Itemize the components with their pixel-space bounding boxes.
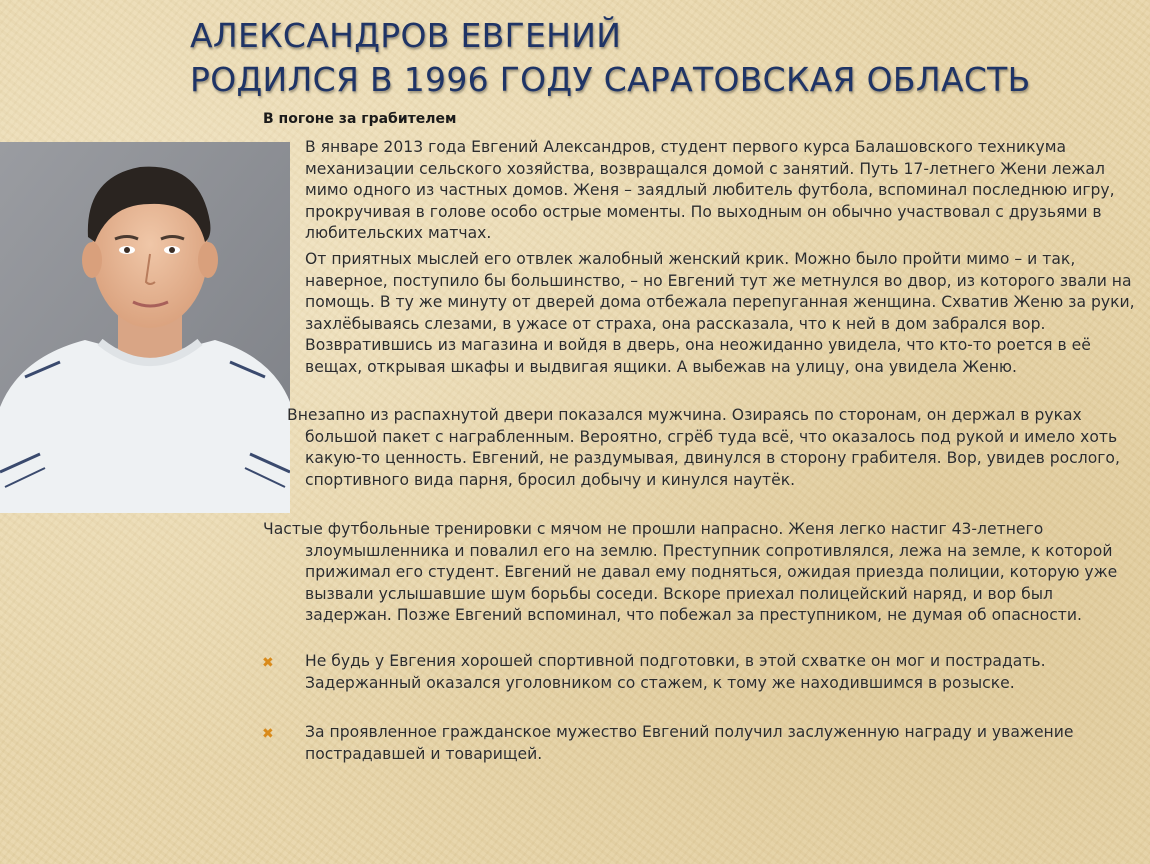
- bullet-2-text: За проявленное гражданское мужество Евгений получил заслуженную награду и уважение пострадавшей и товарищей.: [305, 723, 1074, 763]
- paragraph-3-text: Внезапно из распахнутой двери показался мужчина. Озираясь по сторонам, он держал в руках большой пакет с награбленным. Вероятно, сгрёб туда всё, что оказалось под рукой и имело хоть какую-то ценность. Евгений, не раздумывая, двинулся в сторону грабителя. Вор, увидев рослого, спортивного вида парня, бросил добычу и кинулся наутёк.: [287, 406, 1120, 489]
- bullet-x-icon: ✖: [262, 726, 274, 742]
- paragraph-1: [305, 137, 1135, 245]
- paragraph-4: [263, 519, 1133, 627]
- paragraph-2-text: От приятных мыслей его отвлек жалобный женский крик. Можно было пройти мимо – и так, наверное, поступило бы большинство, – но Евгений тут же метнулся во двор, из которого звали на помощь. В ту же минуту от дверей дома отбежала перепуганная женщина. Схватив Женю за руки, захлёбываясь слезами, в ужасе от страха, она рассказала, что к ней в дом забрался вор. Возвратившись из магазина и войдя в дверь, она неожиданно увидела, что кто-то роется в её вещах, открывая шкафы и выдвигая ящики. А выбежав на улицу, она увидела Женю.: [305, 250, 1135, 376]
- section-subtitle: В погоне за грабителем: [263, 111, 457, 127]
- bullet-x-icon: ✖: [262, 655, 274, 671]
- title-line-birth: РОДИЛСЯ В 1996 ГОДУ САРАТОВСКАЯ ОБЛАСТЬ: [190, 60, 1031, 99]
- bullet-1: [305, 651, 1137, 694]
- paragraph-1-text: В январе 2013 года Евгений Александров, студент первого курса Балашовского техникума механизации сельского хозяйства, возвращался домой с занятий. Путь 17-летнего Жени лежал мимо одного из частных домов. Женя – заядлый любитель футбола, вспоминал последнюю игру, прокручивая в голове особо острые моменты. По выходным он обычно участвовал с друзьями в любительских матчах.: [305, 138, 1115, 243]
- title-line-name: АЛЕКСАНДРОВ ЕВГЕНИЙ: [190, 16, 622, 55]
- bullet-2: [305, 722, 1105, 765]
- paragraph-2: [305, 249, 1140, 379]
- slide-title: [190, 14, 1031, 102]
- paragraph-4-text: Частые футбольные тренировки с мячом не прошли напрасно. Женя легко настиг 43-летнего злоумышленника и повалил его на землю. Преступник сопротивлялся, лежа на земле, к которой прижимал его студент. Евгений не давал ему подняться, ожидая приезда полиции, которую уже вызвали услышавшие шум борьбы соседи. Вскоре приехал полицейский наряд, и вор был задержан. Позже Евгений вспоминал, что побежал за преступником, не думая об опасности.: [263, 520, 1118, 625]
- portrait-photo: [0, 142, 290, 513]
- bullet-1-text: Не будь у Евгения хорошей спортивной подготовки, в этой схватке он мог и пострадать. Задержанный оказался уголовником со стажем, к тому же находившимся в розыске.: [305, 652, 1046, 692]
- paragraph-3: [287, 405, 1135, 491]
